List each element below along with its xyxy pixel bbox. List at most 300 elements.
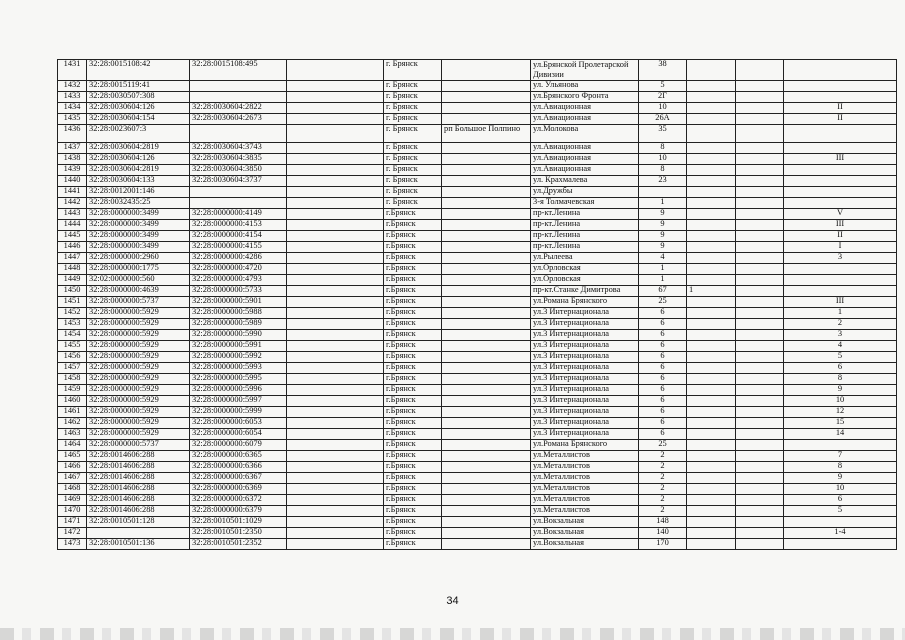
cell-c9: 1 [687,286,736,297]
cell-locality [442,539,531,550]
cell-house: 26А [639,114,687,125]
cell-street: ул.3 Интернационала [531,396,639,407]
cell-cad2: 32:28:0000000:6367 [190,473,287,484]
table-row [58,242,897,253]
registry-rows [58,60,897,550]
cell-c4 [287,462,384,473]
cell-c4 [287,385,384,396]
cell-c9 [687,418,736,429]
cell-c4 [287,539,384,550]
cell-street: ул.Авиационная [531,154,639,165]
cell-cad2: 32:28:0000000:5733 [190,286,287,297]
cell-c11: 4 [784,341,897,352]
cell-cad1: 32:28:0014606:288 [87,484,190,495]
cell-cad1: 32:28:0030604:126 [87,103,190,114]
cell-house: 2 [639,495,687,506]
cell-num: 1467 [58,473,87,484]
cell-c10 [736,363,784,374]
table-row [58,495,897,506]
cell-cad2: 32:28:0000000:5997 [190,396,287,407]
cell-c4 [287,92,384,103]
cell-c9 [687,473,736,484]
cell-cad1: 32:28:0000000:3499 [87,220,190,231]
table-row [58,473,897,484]
cell-c9 [687,92,736,103]
cell-c11 [784,517,897,528]
cell-cad2: 32:28:0000000:5989 [190,319,287,330]
cell-house: 2Г [639,92,687,103]
cell-cad1: 32:28:0015108:42 [87,60,190,81]
cell-c11: II [784,231,897,242]
cell-c10 [736,495,784,506]
cell-c4 [287,506,384,517]
cell-c9 [687,143,736,154]
cell-locality [442,81,531,92]
table-row [58,60,897,81]
cell-c10 [736,176,784,187]
cell-c10 [736,60,784,81]
cell-street: ул.Брянской Пролетарской Дивизии [531,60,639,81]
cell-house: 2 [639,451,687,462]
table-row [58,103,897,114]
cell-city: г.Брянск [384,407,442,418]
cell-house: 35 [639,125,687,143]
cell-city: г.Брянск [384,297,442,308]
cell-num: 1453 [58,319,87,330]
cell-cad1: 32:28:0032435:25 [87,198,190,209]
cell-house: 9 [639,220,687,231]
cell-c11 [784,275,897,286]
table-row [58,341,897,352]
cell-c9 [687,385,736,396]
cell-house: 25 [639,297,687,308]
cell-locality [442,165,531,176]
cell-c4 [287,319,384,330]
cell-house: 38 [639,60,687,81]
cell-cad2: 32:28:0000000:5990 [190,330,287,341]
cell-num: 1445 [58,231,87,242]
cell-locality [442,506,531,517]
cell-cad1: 32:28:0000000:5929 [87,330,190,341]
page-number: 34 [446,595,459,607]
cell-num: 1437 [58,143,87,154]
cell-cad1: 32:28:0000000:5929 [87,308,190,319]
cell-num: 1442 [58,198,87,209]
table-row [58,92,897,103]
cell-house: 9 [639,242,687,253]
cell-cad1: 32:28:0000000:5929 [87,363,190,374]
cell-c4 [287,154,384,165]
cell-num: 1461 [58,407,87,418]
cell-c9 [687,103,736,114]
cell-city: г. Брянск [384,60,442,81]
cell-locality [442,143,531,154]
cell-street: пр-кт.Ленина [531,242,639,253]
cell-cad1: 32:28:0000000:5929 [87,352,190,363]
cell-c11 [784,125,897,143]
cell-locality [442,407,531,418]
cell-c10 [736,308,784,319]
cell-num: 1459 [58,385,87,396]
cell-c10 [736,374,784,385]
cell-c9 [687,363,736,374]
cell-num: 1448 [58,264,87,275]
cell-c4 [287,396,384,407]
cell-c10 [736,473,784,484]
cell-c10 [736,506,784,517]
cell-street: ул.Молокова [531,125,639,143]
cell-locality [442,264,531,275]
cell-c11: 1-4 [784,528,897,539]
cell-locality [442,484,531,495]
cell-locality [442,60,531,81]
cell-num: 1432 [58,81,87,92]
cell-cad2: 32:28:0000000:6372 [190,495,287,506]
cell-c9 [687,341,736,352]
cell-cad1: 32:28:0000000:3499 [87,209,190,220]
cell-c10 [736,198,784,209]
cell-num: 1447 [58,253,87,264]
cell-locality [442,363,531,374]
table-row [58,81,897,92]
table-row [58,374,897,385]
cell-c4 [287,495,384,506]
cell-cad1: 32:28:0000000:5929 [87,429,190,440]
cell-street: ул.Вокзальная [531,517,639,528]
cell-cad2: 32:28:0000000:6379 [190,506,287,517]
cell-c9 [687,330,736,341]
cell-city: г. Брянск [384,143,442,154]
cell-num: 1439 [58,165,87,176]
cell-cad2: 32:28:0030604:3850 [190,165,287,176]
cell-locality [442,495,531,506]
cell-city: г.Брянск [384,385,442,396]
cell-cad2: 32:28:0000000:5995 [190,374,287,385]
cell-c10 [736,220,784,231]
table-row [58,209,897,220]
cell-city: г.Брянск [384,396,442,407]
cell-locality [442,385,531,396]
cell-street: ул.Авиационная [531,114,639,125]
cell-street: ул.3 Интернационала [531,363,639,374]
cell-num: 1449 [58,275,87,286]
cell-num: 1452 [58,308,87,319]
cell-locality [442,103,531,114]
cell-street: 3-я Толмачевская [531,198,639,209]
cell-cad2: 32:28:0000000:6366 [190,462,287,473]
table-row [58,165,897,176]
cell-c9 [687,231,736,242]
cell-c11: 8 [784,462,897,473]
cell-cad1: 32:28:0000000:5929 [87,374,190,385]
cell-house: 2 [639,473,687,484]
cell-street: ул.Романа Брянского [531,440,639,451]
cell-city: г.Брянск [384,418,442,429]
cell-street: пр-кт.Ленина [531,231,639,242]
cell-street: ул.Авиационная [531,103,639,114]
cell-city: г. Брянск [384,165,442,176]
cell-cad2: 32:28:0000000:5991 [190,341,287,352]
cell-locality [442,242,531,253]
table-row [58,385,897,396]
cell-cad1: 32:28:0000000:3499 [87,231,190,242]
cell-house: 25 [639,440,687,451]
cell-c4 [287,198,384,209]
cell-cad1: 32:28:0000000:5929 [87,341,190,352]
cell-city: г.Брянск [384,462,442,473]
cell-cad1: 32:28:0014606:288 [87,462,190,473]
cell-c4 [287,418,384,429]
table-row [58,319,897,330]
cell-street: ул. Крахмалева [531,176,639,187]
cell-cad2: 32:28:0000000:6365 [190,451,287,462]
cell-house [639,187,687,198]
cell-c11 [784,187,897,198]
cell-c11 [784,81,897,92]
cell-locality [442,220,531,231]
cell-house: 67 [639,286,687,297]
cell-c10 [736,209,784,220]
cell-cad2: 32:28:0015108:495 [190,60,287,81]
cell-c10 [736,114,784,125]
cell-locality [442,154,531,165]
cell-num: 1471 [58,517,87,528]
cell-c4 [287,165,384,176]
cell-c9 [687,495,736,506]
cell-city: г.Брянск [384,253,442,264]
cell-street: ул.3 Интернационала [531,352,639,363]
cell-cad1: 32:28:0030604:154 [87,114,190,125]
cell-c11: 14 [784,429,897,440]
cell-cad1: 32:28:0023607:3 [87,125,190,143]
cell-city: г.Брянск [384,539,442,550]
cell-c10 [736,352,784,363]
cell-city: г. Брянск [384,81,442,92]
cell-c9 [687,176,736,187]
cell-c10 [736,297,784,308]
cell-city: г.Брянск [384,242,442,253]
cell-house: 2 [639,484,687,495]
cell-c11 [784,198,897,209]
cell-cad1: 32:28:0000000:5929 [87,319,190,330]
cell-c10 [736,418,784,429]
table-row [58,198,897,209]
cell-street: ул.Дружбы [531,187,639,198]
cell-house: 170 [639,539,687,550]
cell-locality [442,286,531,297]
cell-c10 [736,440,784,451]
cell-house: 6 [639,341,687,352]
cell-num: 1444 [58,220,87,231]
table-row [58,154,897,165]
cell-num: 1454 [58,330,87,341]
cell-c9 [687,308,736,319]
cell-c11: 6 [784,363,897,374]
cell-house: 6 [639,363,687,374]
cell-c11: II [784,114,897,125]
cell-house: 2 [639,506,687,517]
cell-city: г.Брянск [384,319,442,330]
cell-c9 [687,429,736,440]
cell-c11: 7 [784,451,897,462]
cell-city: г. Брянск [384,198,442,209]
cell-cad2: 32:28:0030604:3743 [190,143,287,154]
cell-c9 [687,165,736,176]
cell-num: 1460 [58,396,87,407]
cell-cad1: 32:28:0030604:2819 [87,165,190,176]
cell-city: г.Брянск [384,495,442,506]
cell-c4 [287,451,384,462]
cell-city: г. Брянск [384,103,442,114]
table-row [58,264,897,275]
cell-cad1: 32:28:0000000:5929 [87,407,190,418]
cell-num: 1468 [58,484,87,495]
cell-c4 [287,275,384,286]
table-row [58,363,897,374]
cell-c11 [784,165,897,176]
cell-city: г. Брянск [384,187,442,198]
cell-c9 [687,517,736,528]
cell-house: 1 [639,275,687,286]
cell-c11 [784,264,897,275]
cell-cad2: 32:28:0030604:2673 [190,114,287,125]
cell-num: 1473 [58,539,87,550]
cell-house: 6 [639,319,687,330]
cell-street: ул.Металлистов [531,473,639,484]
cell-city: г.Брянск [384,220,442,231]
cell-c9 [687,407,736,418]
cell-street: пр-кт.Станке Димитрова [531,286,639,297]
cell-cad2: 32:28:0000000:6369 [190,484,287,495]
cell-locality [442,473,531,484]
cell-cad1: 32:28:0000000:4639 [87,286,190,297]
cell-c10 [736,451,784,462]
cell-c11: 3 [784,253,897,264]
table-row [58,517,897,528]
cell-num: 1433 [58,92,87,103]
cell-c4 [287,363,384,374]
cell-c11: 1 [784,308,897,319]
cell-locality [442,319,531,330]
cell-locality [442,297,531,308]
cell-cad2: 32:28:0000000:5988 [190,308,287,319]
cell-c9 [687,319,736,330]
cell-cad1: 32:28:0000000:5929 [87,418,190,429]
cell-c10 [736,341,784,352]
cell-house: 1 [639,264,687,275]
cell-house: 6 [639,330,687,341]
cell-c10 [736,286,784,297]
cell-c11: III [784,297,897,308]
cell-c4 [287,220,384,231]
cell-c10 [736,528,784,539]
registry-table [57,59,897,550]
cell-c9 [687,275,736,286]
cell-locality [442,374,531,385]
table-row [58,308,897,319]
cell-cad2: 32:28:0000000:5999 [190,407,287,418]
cell-num: 1436 [58,125,87,143]
cell-c10 [736,462,784,473]
cell-street: ул.Орловская [531,275,639,286]
cell-house: 6 [639,407,687,418]
cell-locality [442,231,531,242]
cell-city: г. Брянск [384,92,442,103]
table-row [58,231,897,242]
cell-c11: II [784,103,897,114]
cell-num: 1441 [58,187,87,198]
cell-c11: III [784,154,897,165]
cell-c9 [687,374,736,385]
table-row [58,407,897,418]
cell-c4 [287,187,384,198]
cell-street: ул.Романа Брянского [531,297,639,308]
cell-cad1: 32:28:0012001:146 [87,187,190,198]
cell-cad1: 32:28:0000000:5929 [87,385,190,396]
cell-cad2: 32:28:0000000:4720 [190,264,287,275]
cell-c10 [736,319,784,330]
scan-edge-artifact [0,628,905,640]
cell-street: ул.Вокзальная [531,539,639,550]
cell-city: г. Брянск [384,125,442,143]
cell-locality [442,114,531,125]
cell-locality [442,440,531,451]
cell-locality [442,528,531,539]
cell-city: г.Брянск [384,374,442,385]
cell-cad2: 32:28:0000000:4149 [190,209,287,220]
cell-c4 [287,374,384,385]
cell-city: г.Брянск [384,264,442,275]
cell-c11 [784,60,897,81]
cell-house: 148 [639,517,687,528]
cell-cad2: 32:28:0000000:6053 [190,418,287,429]
cell-locality [442,198,531,209]
cell-locality [442,209,531,220]
cell-city: г.Брянск [384,517,442,528]
cell-cad1: 32:28:0000000:1775 [87,264,190,275]
cell-c9 [687,264,736,275]
cell-city: г.Брянск [384,473,442,484]
cell-num: 1435 [58,114,87,125]
table-row [58,440,897,451]
cell-c11: V [784,209,897,220]
cell-num: 1457 [58,363,87,374]
cell-street: ул.3 Интернационала [531,407,639,418]
cell-num: 1443 [58,209,87,220]
cell-locality [442,352,531,363]
cell-num: 1463 [58,429,87,440]
cell-street: ул.Авиационная [531,165,639,176]
cell-c9 [687,396,736,407]
cell-street: ул.Металлистов [531,462,639,473]
cell-c11: 15 [784,418,897,429]
cell-cad2 [190,125,287,143]
cell-c9 [687,125,736,143]
cell-c9 [687,506,736,517]
cell-c11: 6 [784,495,897,506]
cell-street: пр-кт.Ленина [531,209,639,220]
cell-c10 [736,143,784,154]
cell-c9 [687,242,736,253]
cell-city: г.Брянск [384,330,442,341]
cell-c9 [687,220,736,231]
cell-num: 1434 [58,103,87,114]
cell-c4 [287,209,384,220]
cell-c10 [736,484,784,495]
cell-c10 [736,103,784,114]
cell-c10 [736,517,784,528]
table-row [58,352,897,363]
